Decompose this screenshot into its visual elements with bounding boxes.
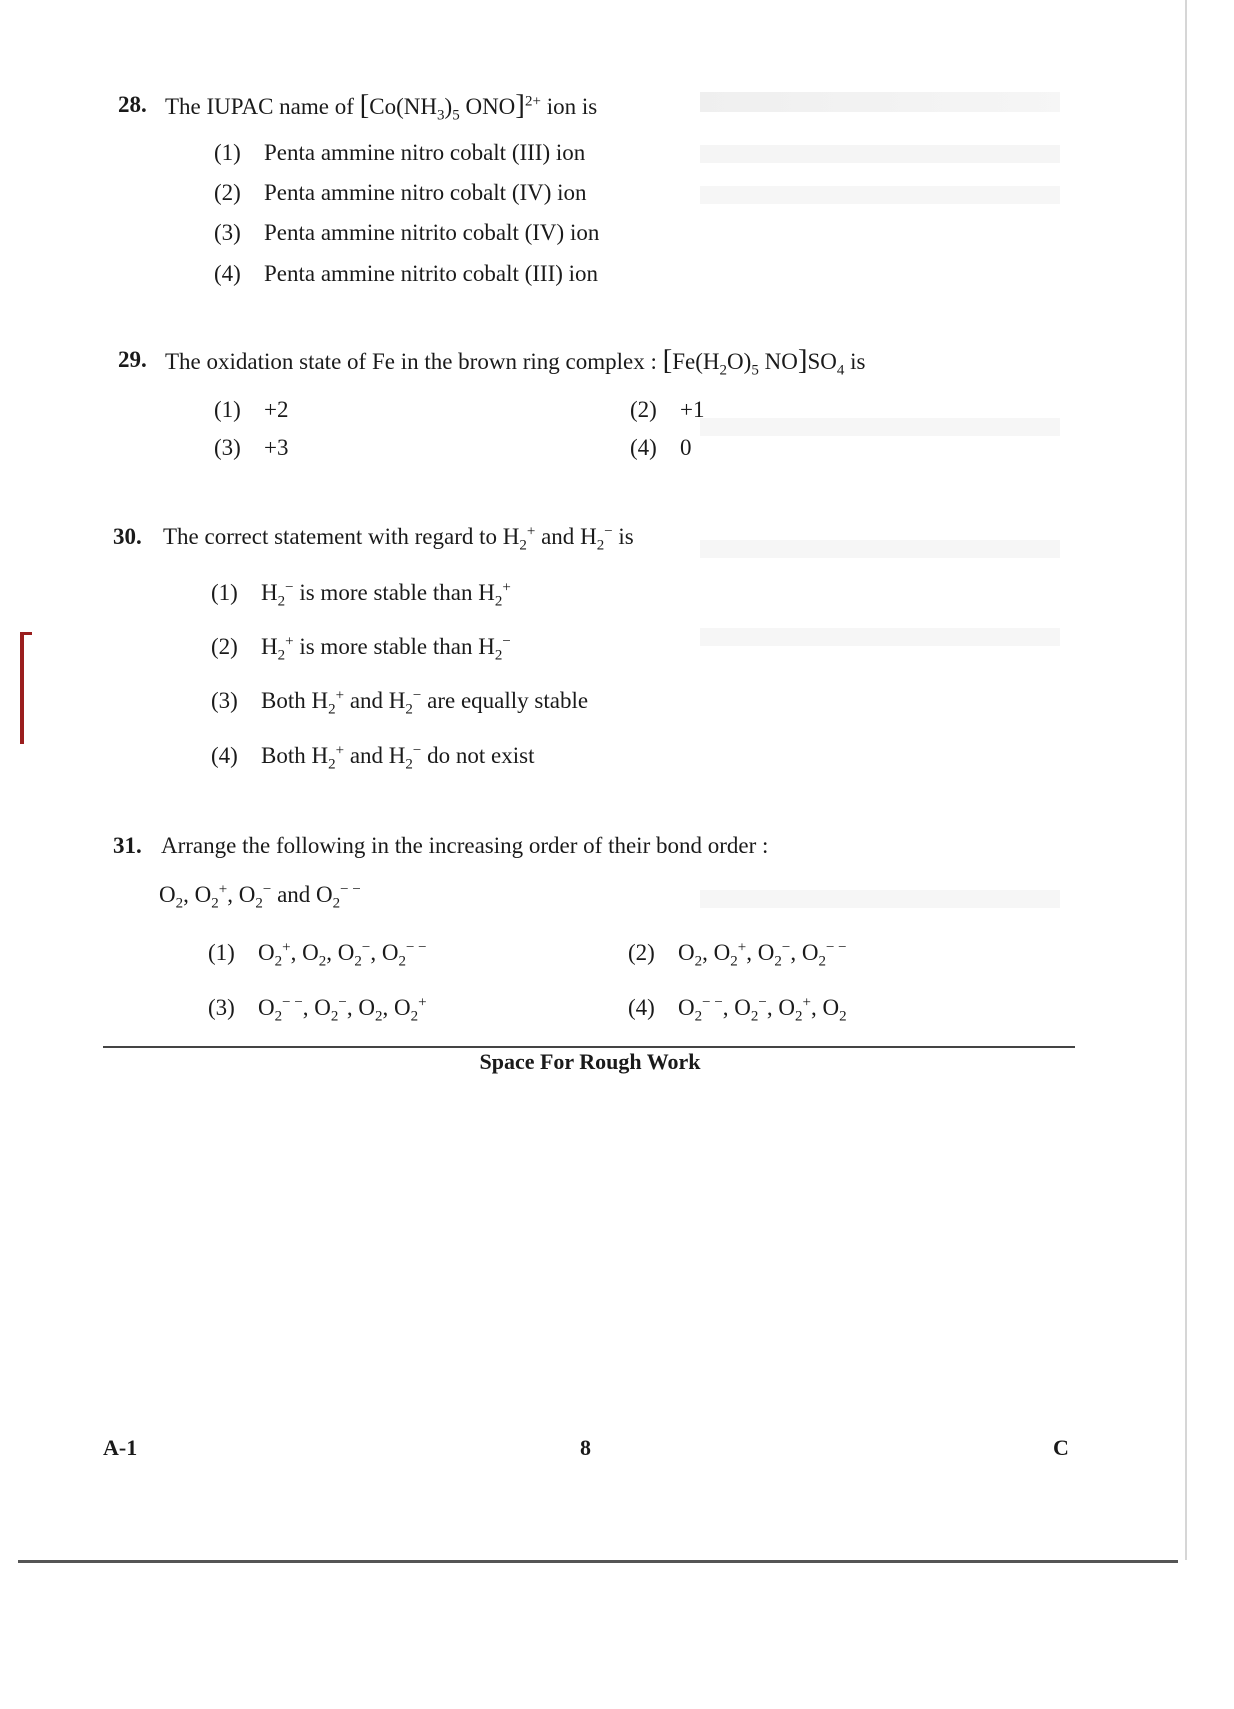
page-edge <box>32 0 1187 1560</box>
bleed-through <box>700 186 1060 204</box>
question-suffix: is <box>618 524 634 549</box>
option[interactable] <box>214 178 587 208</box>
option[interactable]: (2) $O_2$, $O_2^+$, $O_2^-$, $O_2^{- -}$ <box>628 939 847 970</box>
page-number: 8 <box>580 1435 591 1460</box>
option-number: (4) <box>211 743 238 768</box>
option-text: +1 <box>680 397 705 422</box>
option[interactable]: (4) $O_2^{- -}$, $O_2^-$, $O_2^+$, $O_2$ <box>628 994 847 1025</box>
question-prefix: The oxidation state of Fe in the brown ring complex : <box>165 349 657 374</box>
option-text: are equally stable <box>427 688 589 713</box>
species-list: $O_2$, $O_2^+$, $O_2^-$ and $O_2^{- -}$ <box>159 881 361 912</box>
option-number: (2) <box>214 180 241 205</box>
question-suffix: ion is <box>546 94 598 119</box>
bleed-through <box>700 145 1060 163</box>
option-number: (3) <box>211 688 238 713</box>
option-text: do not exist <box>427 743 535 768</box>
option[interactable] <box>214 433 288 463</box>
bleed-through <box>700 628 1060 646</box>
option-text: Penta ammine nitrito cobalt (IV) ion <box>264 220 600 245</box>
rough-work-label: Space For Rough Work <box>479 1049 701 1074</box>
option-number: (4) <box>630 435 657 460</box>
option-text: is more stable than <box>299 634 473 659</box>
option[interactable]: (2) $H_2^+$ is more stable than $H_2^-$ <box>211 633 511 664</box>
margin-mark-cap <box>20 632 32 635</box>
question-number: 30. <box>113 524 142 549</box>
footer-code: A-1 <box>103 1435 138 1460</box>
option[interactable] <box>214 395 288 425</box>
option-text: 0 <box>680 435 692 460</box>
option-number: (1) <box>208 940 235 965</box>
option-text: +3 <box>264 435 289 460</box>
option-number: (3) <box>214 435 241 460</box>
option-number: (2) <box>211 634 238 659</box>
option-joiner: and <box>349 688 384 713</box>
option-number: (1) <box>211 580 238 605</box>
option-number: (4) <box>628 995 655 1020</box>
option-number: (1) <box>214 140 241 165</box>
option[interactable] <box>214 218 599 248</box>
option-text: is more stable than <box>299 580 473 605</box>
option-text: +2 <box>264 397 289 422</box>
formula-part: ) <box>444 94 453 119</box>
formula-part: Co(NH <box>369 94 438 119</box>
formula-sub: 5 <box>452 107 460 124</box>
option-number: (3) <box>208 995 235 1020</box>
question-number: 29. <box>118 347 147 372</box>
option[interactable]: (1) $O_2^+$, $O_2$, $O_2^-$, $O_2^{- -}$ <box>208 939 427 970</box>
formula-bracket: ] <box>515 89 525 121</box>
bleed-through <box>700 418 1060 436</box>
formula-bracket: ] <box>797 344 808 376</box>
option[interactable]: (1) $H_2^-$ is more stable than $H_2^+$ <box>211 579 511 610</box>
question-text: Arrange the following in the increasing order of their bond order : <box>161 833 769 858</box>
question-prefix: The IUPAC name of <box>165 94 354 119</box>
option-text: Penta ammine nitro cobalt (IV) ion <box>264 180 587 205</box>
option-number: (2) <box>630 397 657 422</box>
option[interactable] <box>214 138 585 168</box>
formula <box>369 94 516 124</box>
question-text: The correct statement with regard to $H_2^+$ and $H_2^-$ is <box>163 523 634 554</box>
scan-edge-line <box>18 1560 1178 1563</box>
option-joiner: and <box>349 743 384 768</box>
question-suffix: is <box>850 349 866 374</box>
option[interactable]: (3) Both $H_2^+$ and $H_2^-$ are equally stable <box>211 687 589 718</box>
question-number: 28. <box>118 92 147 117</box>
option[interactable]: (4) Both $H_2^+$ and $H_2^-$ do not exist <box>211 742 535 773</box>
option-number: (3) <box>214 220 241 245</box>
option[interactable] <box>214 259 598 289</box>
booklet-series: C <box>1053 1435 1069 1460</box>
option-text: Penta ammine nitrito cobalt (III) ion <box>264 261 599 286</box>
option[interactable] <box>630 395 704 425</box>
option-number: (1) <box>214 397 241 422</box>
option-prefix: Both <box>261 688 306 713</box>
question-number: 31. <box>113 833 142 858</box>
question-text: The oxidation state of Fe in the brown ring complex : [$Fe(H_2O)_5$ $NO]SO_4$ is <box>165 344 866 379</box>
question-text <box>165 90 1234 122</box>
question-prefix: The correct statement with regard to <box>163 524 497 549</box>
option-number: (2) <box>628 940 655 965</box>
option[interactable]: (3) $O_2^{- -}$, $O_2^-$, $O_2$, $O_2^+$ <box>208 994 427 1025</box>
margin-mark <box>20 632 24 744</box>
option-text: Penta ammine nitro cobalt (III) ion <box>264 140 586 165</box>
formula-charge: 2+ <box>524 93 541 110</box>
option-prefix: Both <box>261 743 306 768</box>
question-joiner: and <box>541 524 575 549</box>
option-number: (4) <box>214 261 241 286</box>
formula-bracket: [ <box>359 89 370 121</box>
formula-bracket: [ <box>662 344 673 376</box>
formula-sub: 3 <box>437 107 445 124</box>
formula-part: ONO <box>459 94 516 119</box>
list-joiner: and <box>277 882 311 907</box>
option[interactable] <box>630 433 692 463</box>
rough-work-divider <box>103 1046 1075 1048</box>
